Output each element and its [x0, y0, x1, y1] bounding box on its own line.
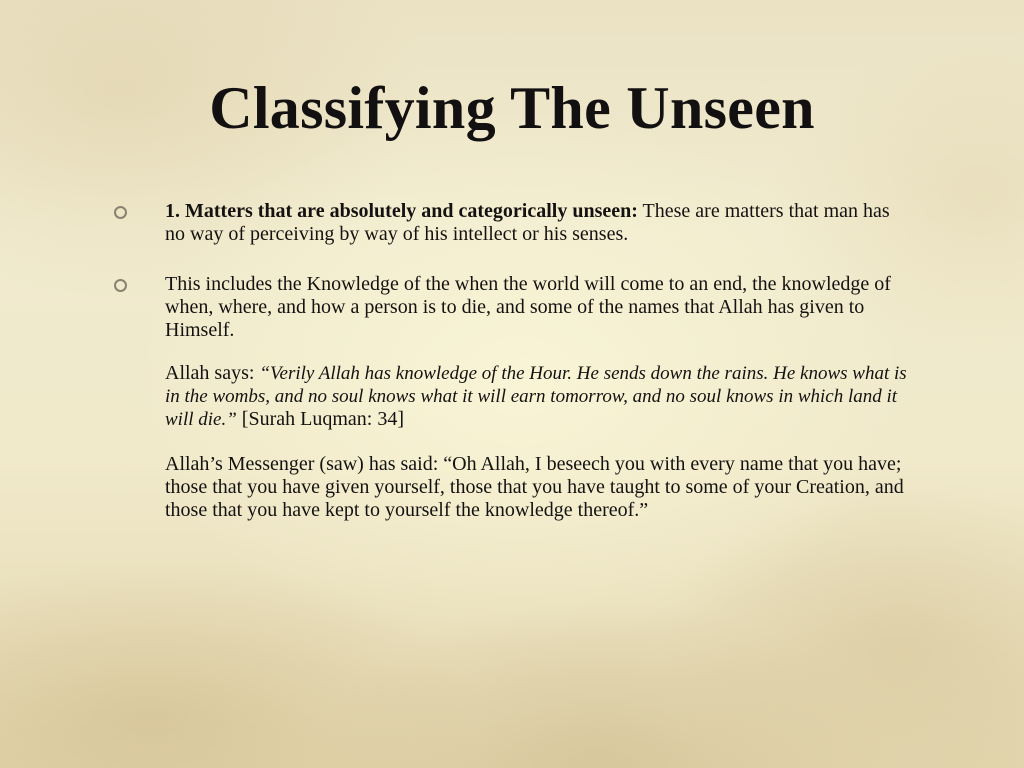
hadith-paragraph: [113, 453, 913, 522]
bullet-item-1: [113, 200, 913, 246]
bullet-circle-icon: [114, 279, 127, 292]
bullet-list: [113, 200, 913, 522]
hadith-text: Allah’s Messenger (saw) has said: “Oh Allah, I beseech you with every name that you have; those that you have given yourself, those that you have taught to some of your Creation, and those that you have kept to yourself the knowledge thereof.”: [165, 453, 904, 521]
bullet-circle-icon: [114, 206, 127, 219]
bullet-2-text: This includes the Knowledge of the when the world will come to an end, the knowledge of when, where, and how a person is to die, and some of the names that Allah has given to Himself.: [165, 273, 891, 341]
bullet-item-2: [113, 273, 913, 342]
quote-intro: Allah says:: [165, 362, 260, 384]
bullet-1-bold-lead: 1. Matters that are absolutely and categorically unseen:: [165, 200, 638, 222]
slide-title: Classifying The Unseen: [209, 75, 815, 141]
bullet-1-text: These are matters that man has no way of perceiving by way of his intellect or his senses.: [165, 200, 890, 245]
quote-text: “Verily Allah has knowledge of the Hour. He sends down the rains. He knows what is in the wombs, and no soul knows what it will earn tomorrow, and no soul knows in which land it will die.”: [165, 363, 907, 430]
quote-citation: [Surah Luqman: 34]: [236, 408, 404, 430]
quran-quote-paragraph: [113, 362, 913, 431]
